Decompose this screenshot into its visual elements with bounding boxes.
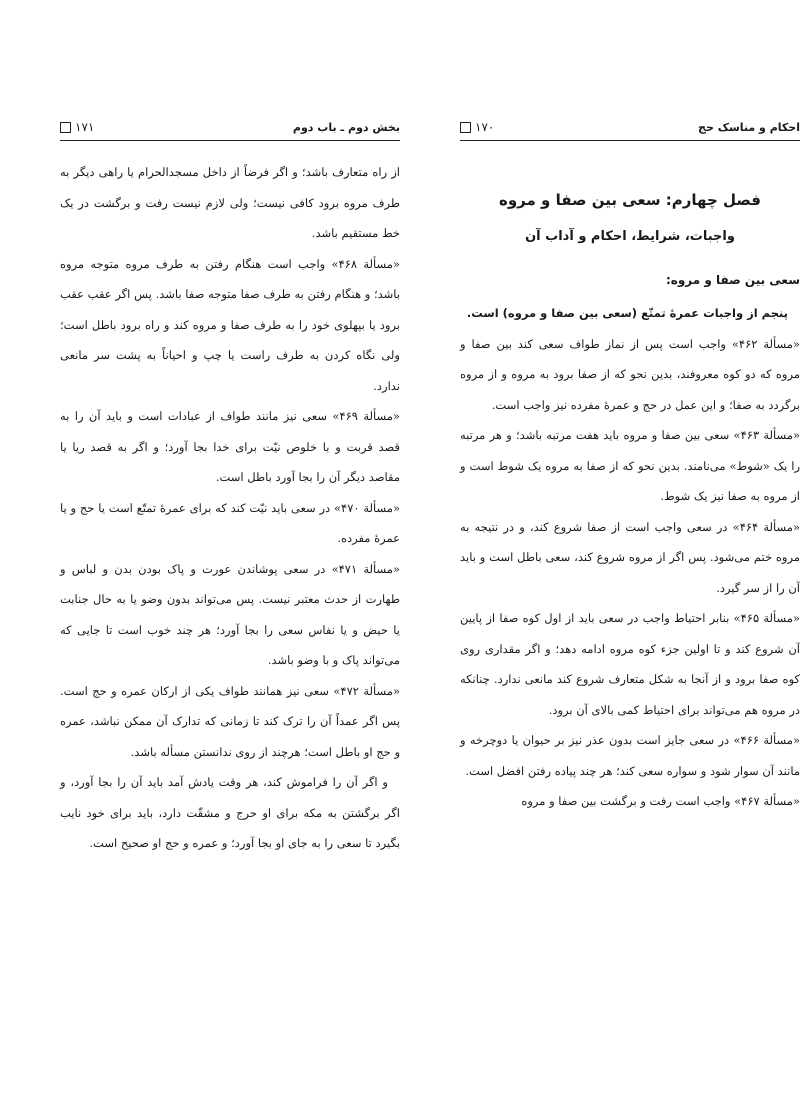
- paragraph: «مسألة ۴۶۵» بنابر احتیاط واجب در سعی باید از اول کوه صفا از پایین آن شروع کند و تا اولین جزء کوه مروه ادامه دهد؛ و اگر مقداری روی کوه صفا برود و از آنجا به شکل متعارف شروع کند مانعی ندارد. چنانکه در مروه هم می‌تواند برای احتیاط کمی بالای آن برود.: [460, 611, 800, 717]
- paragraph: «مسألة ۴۶۹» سعی نیز مانند طواف از عبادات است و باید آن را به قصد قربت و با خلوص نیّت برای خدا بجا آورد؛ و اگر به قصد ریا یا مقاصد دیگر آن را بجا آورد باطل است.: [60, 409, 400, 484]
- paragraph: «مسألة ۴۷۲» سعی نیز همانند طواف یکی از ارکان عمره و حج است. پس اگر عمداً آن را ترک کند تا زمانی که تدارک آن ممکن نباشد، عمره و حج او باطل است؛ هرچند از روی ندانستن مسأله باشد.: [60, 683, 400, 759]
- running-head: بخش دوم ـ باب دوم: [292, 120, 400, 134]
- chapter-title: فصل چهارم: سعی بین صفا و مروه: [499, 191, 761, 209]
- page-170: [460, 120, 800, 817]
- page-number: ۱۷۱: [75, 120, 95, 134]
- paragraph: و اگر آن را فراموش کند، هر وقت یادش آمد باید آن را بجا آورد، و اگر برگشتن به مکه برای او حرج و مشقّت دارد، باید برای خود نایب بگیرد تا سعی را به جای او بجا آورد؛ و عمره و حج او صحیح است.: [60, 775, 400, 850]
- chapter-subtitle: واجبات، شرایط، احکام و آداب آن: [525, 229, 735, 244]
- paragraph: «مسألة ۴۶۲» واجب است پس از نماز طواف سعی کند بین صفا و مروه که دو کوه معروفند، بدین نحو که از صفا برود به مروه و از مروه برگردد به صفا؛ و این عمل در حج و عمرهٔ مفرده نیز واجب است.: [460, 336, 800, 412]
- paragraph: «مسألة ۴۶۴» در سعی واجب است از صفا شروع کند، و در نتیجه به مروه ختم می‌شود. پس اگر از مروه شروع کند، سعی باطل است و باید آن را از سر گیرد.: [460, 519, 800, 595]
- page-body: [460, 298, 800, 817]
- paragraph: «مسألة ۴۶۳» سعی بین صفا و مروه باید هفت مرتبه باشد؛ و هر مرتبه را یک «شوط» می‌نامند. بدین نحو که از صفا به مروه یک شوط است و از مروه به صفا نیز یک شوط.: [460, 428, 800, 503]
- paragraph: «مسألة ۴۷۱» در سعی پوشاندن عورت و پاک بودن بدن و لباس و طهارت از حدث معتبر نیست. پس می‌تواند بدون وضو یا به حال جنابت یا حیض و یا نفاس سعی را بجا آورد؛ هر چند خوب است تا جایی که می‌تواند پاک و با وضو باشد.: [60, 561, 400, 667]
- page-body: [60, 157, 400, 859]
- page-header: [460, 120, 800, 141]
- page-number-group: [460, 120, 494, 134]
- page-header: [60, 120, 400, 141]
- paragraph: «مسألة ۴۷۰» در سعی باید نیّت کند که برای عمرهٔ تمتّع است یا حج و یا عمرهٔ مفرده.: [60, 500, 400, 545]
- section-intro: پنجم از واجبات عمرهٔ تمتّع (سعی بین صفا و مروه) است.: [466, 306, 788, 320]
- page-number: ۱۷۰: [475, 120, 495, 134]
- paragraph: «مسألة ۴۶۷» واجب است رفت و برگشت بین صفا و مروه: [521, 794, 800, 808]
- paragraph: از راه متعارف باشد؛ و اگر فرضاً از داخل مسجدالحرام یا راهی دیگر به طرف مروه برود کافی نیست؛ ولی لازم نیست رفت و برگشت در یک خط مستقیم باشد.: [60, 165, 400, 240]
- paragraph: «مسألة ۴۶۸» واجب است هنگام رفتن به طرف مروه متوجه مروه باشد؛ و هنگام رفتن به طرف صفا متوجه صفا باشد. پس اگر عقب عقب برود یا بپهلوی خود را به طرف صفا و مروه کند و راه برود باطل است؛ ولی نگاه کردن به طرف راست یا چپ و احیاناً به پشت سر مانعی ندارد.: [60, 256, 401, 393]
- square-ornament-icon: [460, 122, 471, 133]
- page-171: [60, 120, 400, 859]
- running-head: احکام و مناسک حج: [698, 120, 800, 134]
- square-ornament-icon: [60, 122, 71, 133]
- page-number-group: [60, 120, 94, 134]
- paragraph: «مسألة ۴۶۶» در سعی جایز است بدون عذر نیز بر حیوان یا دوچرخه و مانند آن سوار شود و سواره سعی کند؛ هر چند پیاده رفتن افضل است.: [460, 733, 800, 778]
- section-heading: سعی بین صفا و مروه:: [665, 273, 800, 287]
